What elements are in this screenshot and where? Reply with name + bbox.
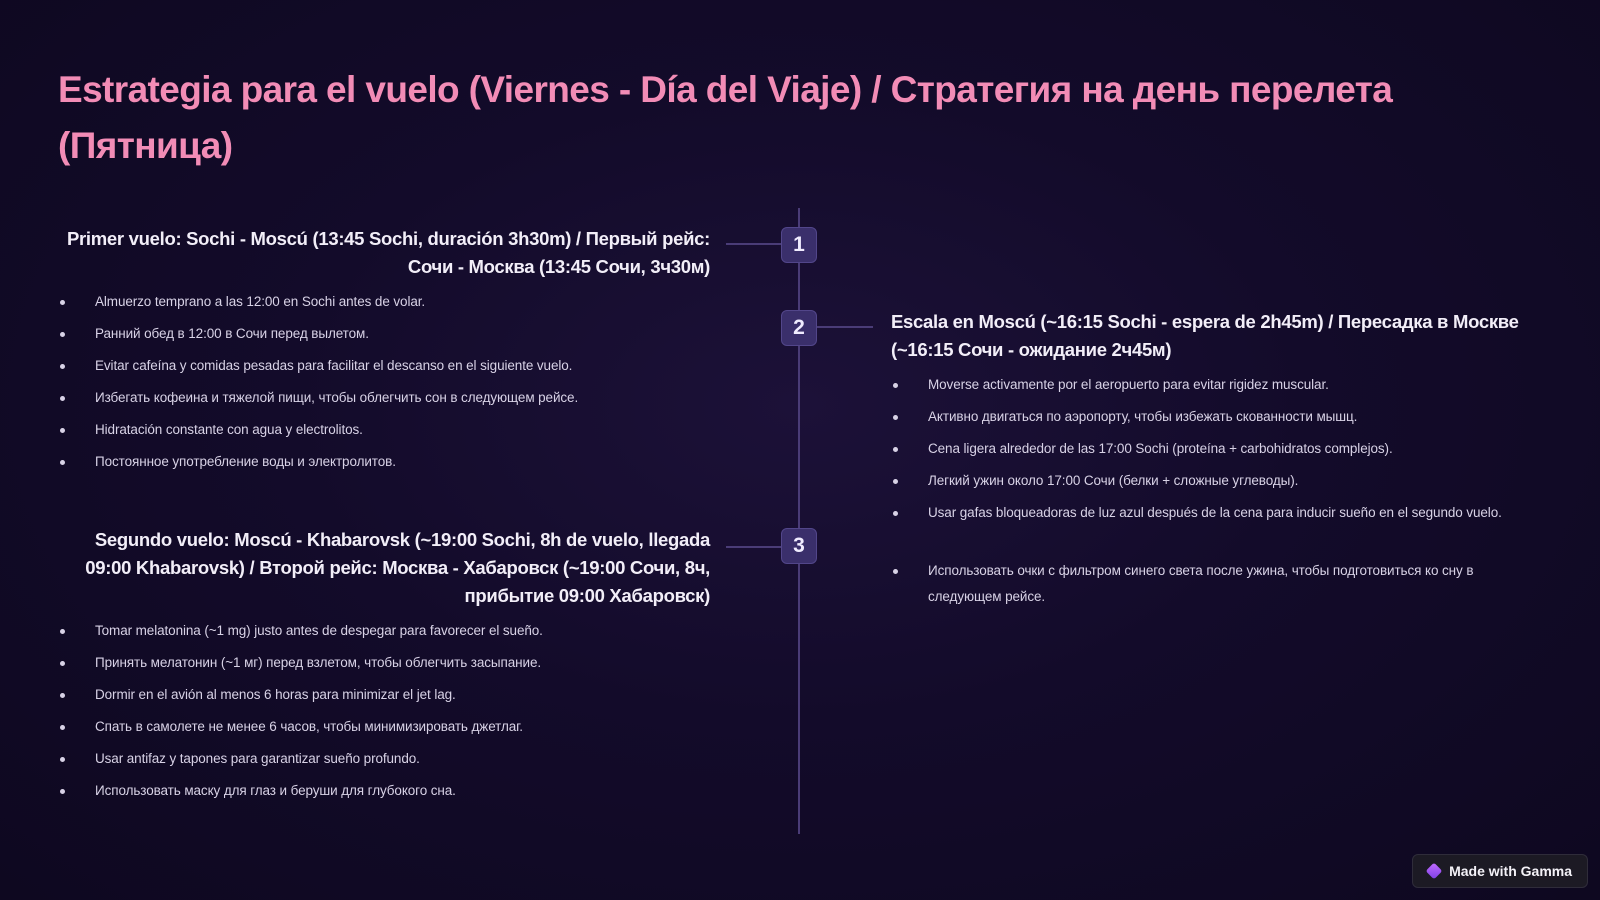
list-item <box>58 417 710 443</box>
list-item-text: Usar gafas bloqueadoras de luz azul después de la cena para inducir sueño en el segundo vuelo. <box>928 505 1502 520</box>
bullet-icon <box>893 479 898 484</box>
list-item <box>891 436 1531 462</box>
list-item-text: Tomar melatonina (~1 mg) justo antes de despegar para favorecer el sueño. <box>95 623 543 638</box>
list-item <box>891 500 1531 526</box>
list-item <box>891 372 1531 398</box>
list-item-text: Moverse activamente por el aeropuerto para evitar rigidez muscular. <box>928 377 1329 392</box>
timeline-connector-3 <box>726 546 782 548</box>
list-item <box>58 321 710 347</box>
step-2-heading: Escala en Moscú (~16:15 Sochi - espera de 2h45m) / Пересадка в Москве (~16:15 Сочи - ожидание 2ч45м) <box>891 311 1519 360</box>
made-with-gamma-button[interactable] <box>1412 854 1588 888</box>
list-item-text: Almuerzo temprano a las 12:00 en Sochi antes de volar. <box>95 294 426 309</box>
step-1-first-flight <box>58 225 710 475</box>
bullet-icon <box>893 415 898 420</box>
bullet-icon <box>893 569 898 574</box>
step-3-heading: Segundo vuelo: Moscú - Khabarovsk (~19:00 Sochi, 8h de vuelo, llegada 09:00 Khabarovsk) / Второй рейс: Москва - Хабаровск (~19:00 Сочи, 8ч, прибытие 09:00 Хабаровск) <box>85 529 710 606</box>
list-item-text: Usar antifaz y tapones para garantizar sueño profundo. <box>95 751 420 766</box>
bullet-icon <box>60 661 65 666</box>
list-item-text: Использовать маску для глаз и беруши для глубокого сна. <box>95 783 456 798</box>
list-item-text: Активно двигаться по аэропорту, чтобы избежать скованности мышц. <box>928 409 1358 424</box>
list-item <box>891 468 1531 494</box>
list-item <box>891 558 1531 610</box>
list-item-text: Ранний обед в 12:00 в Сочи перед вылетом. <box>95 326 369 341</box>
timeline-line <box>798 208 800 834</box>
list-item <box>891 404 1531 430</box>
page-title: Estrategia para el vuelo (Viernes - Día del Viaje) / Стратегия на день перелета (Пятница) <box>58 69 1393 166</box>
step-3-second-flight <box>58 526 710 804</box>
list-item <box>58 385 710 411</box>
list-item <box>58 650 710 676</box>
list-item <box>58 353 710 379</box>
list-item <box>58 746 710 772</box>
bullet-icon <box>893 447 898 452</box>
step-3-bullet-list <box>58 618 710 804</box>
gamma-logo-icon <box>1426 863 1443 880</box>
step-2-moscow-layover <box>891 308 1531 610</box>
bullet-icon <box>60 332 65 337</box>
step-1-heading: Primer vuelo: Sochi - Moscú (13:45 Sochi, duración 3h30m) / Первый рейс: Сочи - Москва (13:45 Сочи, 3ч30м) <box>66 228 710 277</box>
bullet-icon <box>60 364 65 369</box>
bullet-icon <box>60 757 65 762</box>
list-item <box>58 682 710 708</box>
list-item-text: Легкий ужин около 17:00 Сочи (белки + сложные углеводы). <box>928 473 1299 488</box>
list-item-text: Спать в самолете не менее 6 часов, чтобы минимизировать джетлаг. <box>95 719 523 734</box>
step-1-bullet-list <box>58 289 710 475</box>
bullet-icon <box>60 460 65 465</box>
bullet-icon <box>60 629 65 634</box>
list-item-text: Избегать кофеина и тяжелой пищи, чтобы облегчить сон в следующем рейсе. <box>95 390 579 405</box>
list-item-text: Cena ligera alrededor de las 17:00 Sochi (proteína + carbohidratos complejos). <box>928 441 1393 456</box>
step-number-badge-3: 3 <box>781 528 817 564</box>
list-item <box>58 449 710 475</box>
list-item <box>58 714 710 740</box>
timeline-connector-1 <box>726 243 782 245</box>
list-item-text: Принять мелатонин (~1 мг) перед взлетом, чтобы облегчить засыпание. <box>95 655 541 670</box>
list-item <box>58 289 710 315</box>
bullet-icon <box>60 300 65 305</box>
bullet-icon <box>60 693 65 698</box>
step-2-bullet-list <box>891 372 1531 610</box>
list-item-text: Использовать очки с фильтром синего света после ужина, чтобы подготовиться ко сну в следующем рейсе. <box>928 563 1474 604</box>
timeline-connector-2 <box>817 326 873 328</box>
bullet-icon <box>60 428 65 433</box>
bullet-icon <box>60 789 65 794</box>
list-item-text: Dormir en el avión al menos 6 horas para minimizar el jet lag. <box>95 687 456 702</box>
list-item-text: Постоянное употребление воды и электролитов. <box>95 454 396 469</box>
step-number-badge-1: 1 <box>781 227 817 263</box>
bullet-icon <box>60 396 65 401</box>
list-item-text: Evitar cafeína y comidas pesadas para facilitar el descanso en el siguiente vuelo. <box>95 358 573 373</box>
bullet-icon <box>893 383 898 388</box>
bullet-icon <box>60 725 65 730</box>
made-with-gamma-label: Made with Gamma <box>1449 863 1572 879</box>
bullet-icon <box>893 511 898 516</box>
step-number-badge-2: 2 <box>781 310 817 346</box>
list-item <box>58 618 710 644</box>
list-item-text: Hidratación constante con agua y electrolitos. <box>95 422 363 437</box>
list-item <box>58 778 710 804</box>
